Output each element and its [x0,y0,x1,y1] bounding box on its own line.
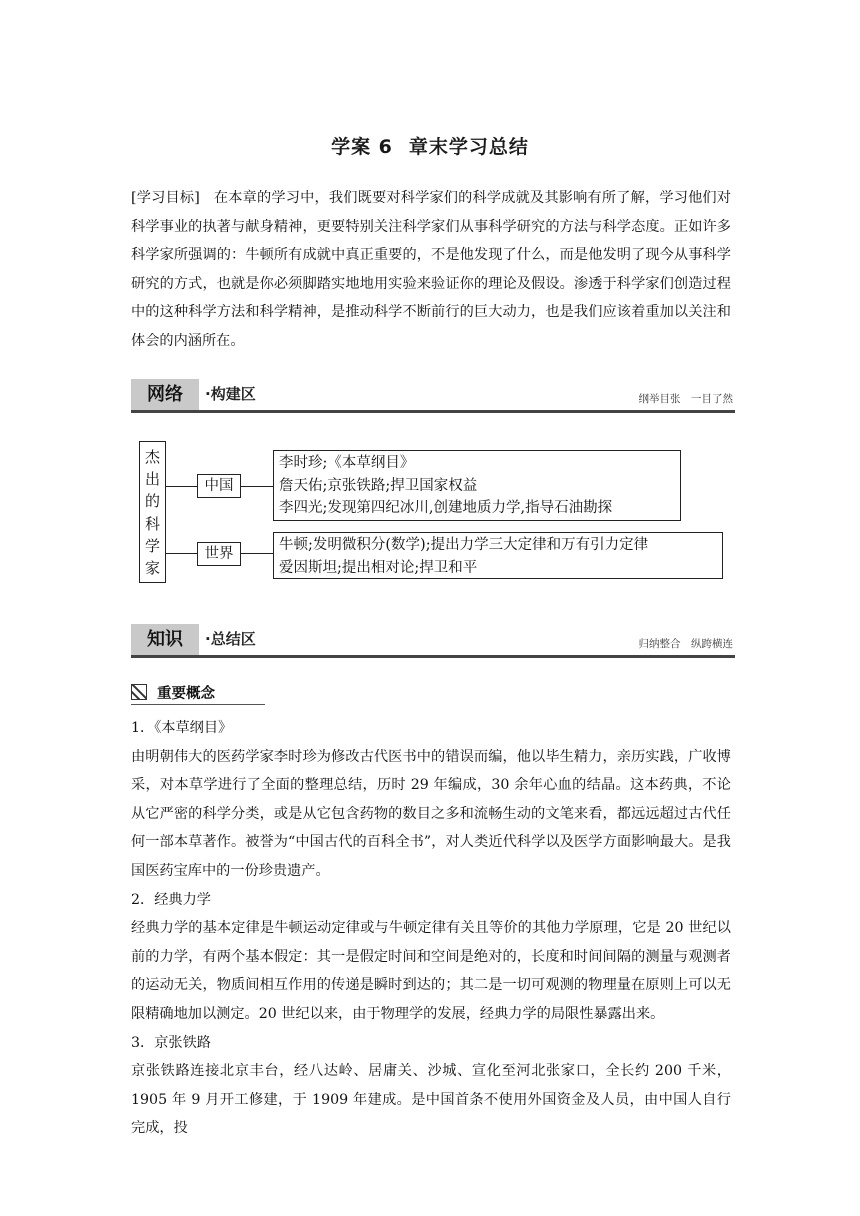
lesson-number: 学案 6 [331,136,393,158]
page-title [0,132,860,159]
root-char: 学 [144,536,160,555]
root-char: 出 [144,469,160,488]
objective-text: 在本章的学习中，我们既要对科学家们的科学成就及其影响有所了解，学习他们对科学事业的执著与献身精神，更要特别关注科学家们从事科学研究的方法与科学态度。正如许多科学家所强调的：牛顿所有成就中真正重要的，不是他发现了什么，而是他发明了现今从事科学研究的方式，也就是你必须脚踏实地地用实验来验证你的理论及假设。渗透于科学家们创造过程中的这种科学方法和科学精神，是推动科学不断前行的巨大动力，也是我们应该着重加以关注和体会的内涵所在。 [131,190,731,349]
root-char: 科 [144,514,160,533]
concept-text: 由明朝伟大的医药学家李时珍为修改古代医书中的错误而编，他以毕生精力，亲历实践，广收博采，对本草学进行了全面的整理总结，历时 29 年编成，30 余年心血的结晶。这本药典，不论从它严密的科学分类，或是从它包含药物的数目之多和流畅生动的文笔来看，都远远超过古代任何一部本草著作。被誉为“中国古代的百科全书”，对人类近代科学以及医学方面影响最大。是我国医药宝库中的一份珍贵遗产。 [131,748,731,879]
branch-china: 中国 [197,474,241,498]
concept-heading: 1．《本草纲目》 [131,720,233,736]
concept-heading: 2．经典力学 [131,891,211,908]
objective-label: [学习目标] [131,190,200,206]
connector-line [240,553,273,554]
diagram-root [139,441,166,583]
knowledge-tab: 知识 [131,624,199,655]
network-subtitle: ·构建区 [205,385,256,403]
section-divider [131,410,735,413]
concept-text: 京张铁路连接北京丰台，经八达岭、居庸关、沙城、宣化至河北张家口，全长约 200 千米，1905 年 9 月开工修建，于 1909 年建成。是中国首条不使用外国资金及人员，由中国人自行完成，投 [131,1063,731,1137]
knowledge-subtitle: ·总结区 [205,630,256,648]
concepts-body [131,714,731,1143]
heading-underline [131,704,265,705]
network-section-header [131,379,735,413]
slash-box-icon [131,684,147,700]
world-item: 牛顿;发明微积分(数学);提出力学三大定律和万有引力定律 [279,537,649,553]
china-scientists-box [273,450,681,521]
network-tab: 网络 [131,379,199,410]
concept-heading: 3．京张铁路 [131,1034,211,1051]
connector-line [166,486,197,487]
root-char: 杰 [144,447,160,466]
connector-line [166,553,197,554]
lesson-title: 章末学习总结 [408,136,529,158]
china-item: 李四光;发现第四纪冰川,创建地质力学,指导石油勘探 [279,500,613,516]
concepts-heading [131,680,265,704]
root-char: 家 [144,559,160,578]
world-scientists-box [273,532,723,579]
world-item: 爱因斯坦;提出相对论;捍卫和平 [279,559,478,576]
china-item: 李时珍;《本草纲目》 [279,455,415,471]
network-motto: 纲举目张 一目了然 [638,393,733,405]
branch-world: 世界 [197,542,241,566]
knowledge-section-header [131,624,735,658]
china-item: 詹天佑;京张铁路;捍卫国家权益 [279,477,478,494]
root-char: 的 [144,492,160,511]
connector-line [240,486,273,487]
concepts-heading-text: 重要概念 [157,686,215,702]
learning-objective [131,184,731,356]
concept-text: 经典力学的基本定律是牛顿运动定律或与牛顿定律有关且等价的其他力学原理，它是 20 世纪以前的力学，有两个基本假定：其一是假定时间和空间是绝对的，长度和时间间隔的测量与观测者的运动无关，物质间相互作用的传递是瞬时到达的；其二是一切可观测的物理量在原则上可以无限精确地加以测定。20 世纪以来，由于物理学的发展，经典力学的局限性暴露出来。 [131,920,731,1022]
section-divider [131,655,735,658]
knowledge-motto: 归纳整合 纵跨横连 [638,638,733,650]
